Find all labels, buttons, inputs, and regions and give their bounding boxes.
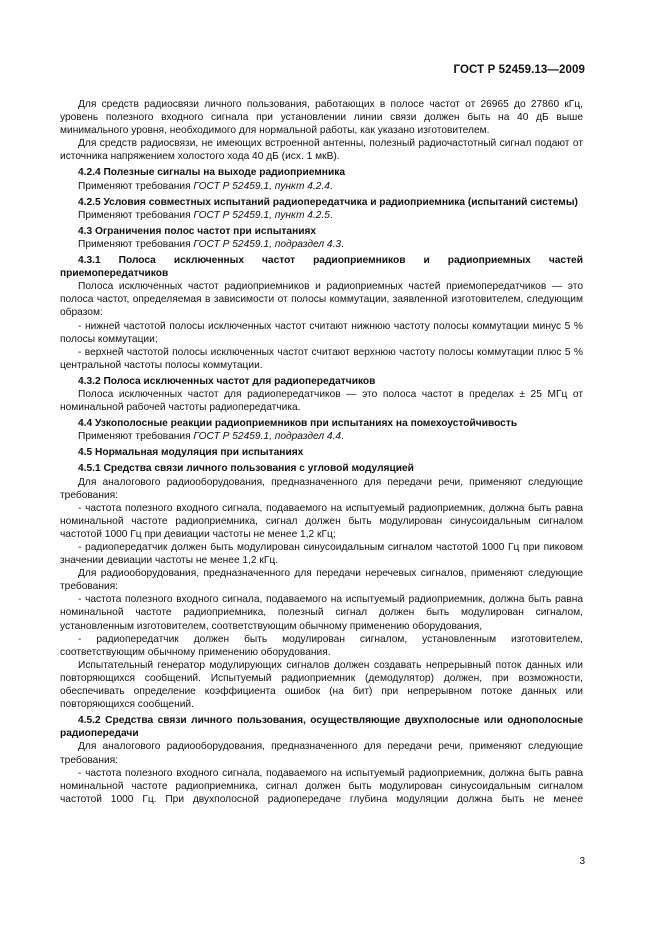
section-heading: 4.2.5 Условия совместных испытаний радиопередатчика и радиоприемника (испытаний системы) [78,196,578,208]
body-paragraph: Полоса исключенных частот радиоприемников и радиоприемных частей приемопередатчиков — это полоса частот, определяемая в зависимости от полосы коммутации, заявленной изготовителем, следующим образом: [60,281,583,319]
document-id: ГОСТ Р 52459.13—2009 [453,64,585,76]
body-paragraph: Испытательный генератор модулирующих сигналов должен создавать непрерывный поток данных или повторяющихся сообщений. Испытуемый радиоприемник (демодулятор) должен, при возможности, обеспечивать определение коэффициента ошибок (на бит) при непрерывном потоке данных или повторяющихся сообщений. [60,659,583,711]
body-paragraph: Для средств радиосвязи, не имеющих встроенной антенны, полезный радиочастотный сигнал подают от источника напряжением холостого хода 40 дБ (исх. 1 мкВ). [60,138,583,163]
reference-paragraph [60,430,583,443]
section-heading: 4.3.2 Полоса исключенных частот для радиопередатчиков [78,375,376,387]
section-heading: 4.3.1 Полоса исключенных частот радиоприемников и радиоприемных частей приемопередатчиков [60,255,583,280]
reference-paragraph [60,209,583,222]
reference-prefix: Применяют требования [78,238,194,250]
reference-suffix: . [341,238,344,250]
reference-citation: ГОСТ Р 52459.1, пункт 4.2.4 [193,180,330,192]
reference-citation: ГОСТ Р 52459.1, пункт 4.2.5 [193,209,330,221]
list-item: - радиопередатчик должен быть модулирован сигналом, установленным изготовителем, соответствующим обычному применению оборудования. [60,633,583,658]
list-item: - нижней частотой полосы исключенных частот считают нижнюю частоту полосы коммутации минус 5 % полосы коммутации; [60,320,583,345]
reference-suffix: . [329,209,333,221]
reference-prefix: Применяют требования [78,431,194,443]
list-item: - частота полезного входного сигнала, подаваемого на испытуемый радиоприемник, должна быть равна номинальной частоте радиоприемника, полезный сигнал должен быть модулирован сигналом, установленным изготовителем, соответствующим обычному применению оборудования, [60,594,583,632]
reference-prefix: Применяют требования [78,180,194,192]
section-heading: 4.4 Узкополосные реакции радиоприемников при испытаниях на помехоустойчивость [78,418,518,430]
section-heading: 4.5.1 Средства связи личного пользования с угловой модуляцией [78,463,414,475]
reference-citation: ГОСТ Р 52459.1, подраздел 4.4 [193,431,342,443]
list-item: - радиопередатчик должен быть модулирован синусоидальным сигналом частотой 1000 Гц при пиковом значении девиации частоты не менее 1,2 кГц. [60,542,583,567]
reference-citation: ГОСТ Р 52459.1, подраздел 4.3 [193,238,342,250]
body-paragraph: Полоса исключенных частот для радиопередатчиков — это полоса частот в пределах ± 25 МГц от номинальной рабочей частоты радиопередатчика. [60,388,583,414]
reference-suffix: . [341,431,344,443]
page-number: 3 [579,856,585,867]
section-heading: 4.3 Ограничения полос частот при испытаниях [78,225,317,237]
list-item: - частота полезного входного сигнала, подаваемого на испытуемый радиоприемник, должна быть равна номинальной частоте радиоприемника, сигнал должен быть модулирован синусоидальным сигналом частотой 1000 Гц при девиации частоты не менее 1,2 кГц; [60,502,583,540]
reference-prefix: Применяют требования [78,209,194,221]
list-item: - частота полезного входного сигнала, подаваемого на испытуемый радиоприемник, должна быть равна номинальной частоте радиоприемника, сигнал должен быть модулирован синусоидальным сигналом частотой 1000 Гц. При двухполосной радиопередаче глубина модуляции должна быть не менее [60,767,583,805]
section-heading: 4.5 Нормальная модуляция при испытаниях [78,447,304,459]
section-heading: 4.5.2 Средства связи личного пользования, осуществляющие двухполосные или однополосные радиопередачи [60,715,583,740]
reference-suffix: . [329,180,333,192]
body-paragraph: Для аналогового радиооборудования, предназначенного для передачи речи, применяют следующие требования: [60,741,583,766]
reference-paragraph [60,238,583,251]
section-heading: 4.2.4 Полезные сигналы на выходе радиоприемника [78,167,345,179]
body-paragraph: Для радиооборудования, предназначенного для передачи неречевых сигналов, применяют следующие требования: [60,568,583,593]
body-paragraph: Для средств радиосвязи личного пользования, работающих в полосе частот от 26965 до 27860 кГц, уровень полезного входного сигнала при установлении линии связи должен быть на 40 дБ выше минимального уровня, необходимого для нормальной работы, как указано изготовителем. [60,99,583,137]
body-paragraph: Для аналогового радиооборудования, предназначенного для передачи речи, применяют следующие требования: [60,476,583,501]
reference-paragraph [60,180,583,193]
list-item: - верхней частотой полосы исключенных частот считают верхнюю частоту полосы коммутации плюс 5 % центральной частоты полосы коммутации. [60,346,583,371]
document-body [60,98,583,806]
